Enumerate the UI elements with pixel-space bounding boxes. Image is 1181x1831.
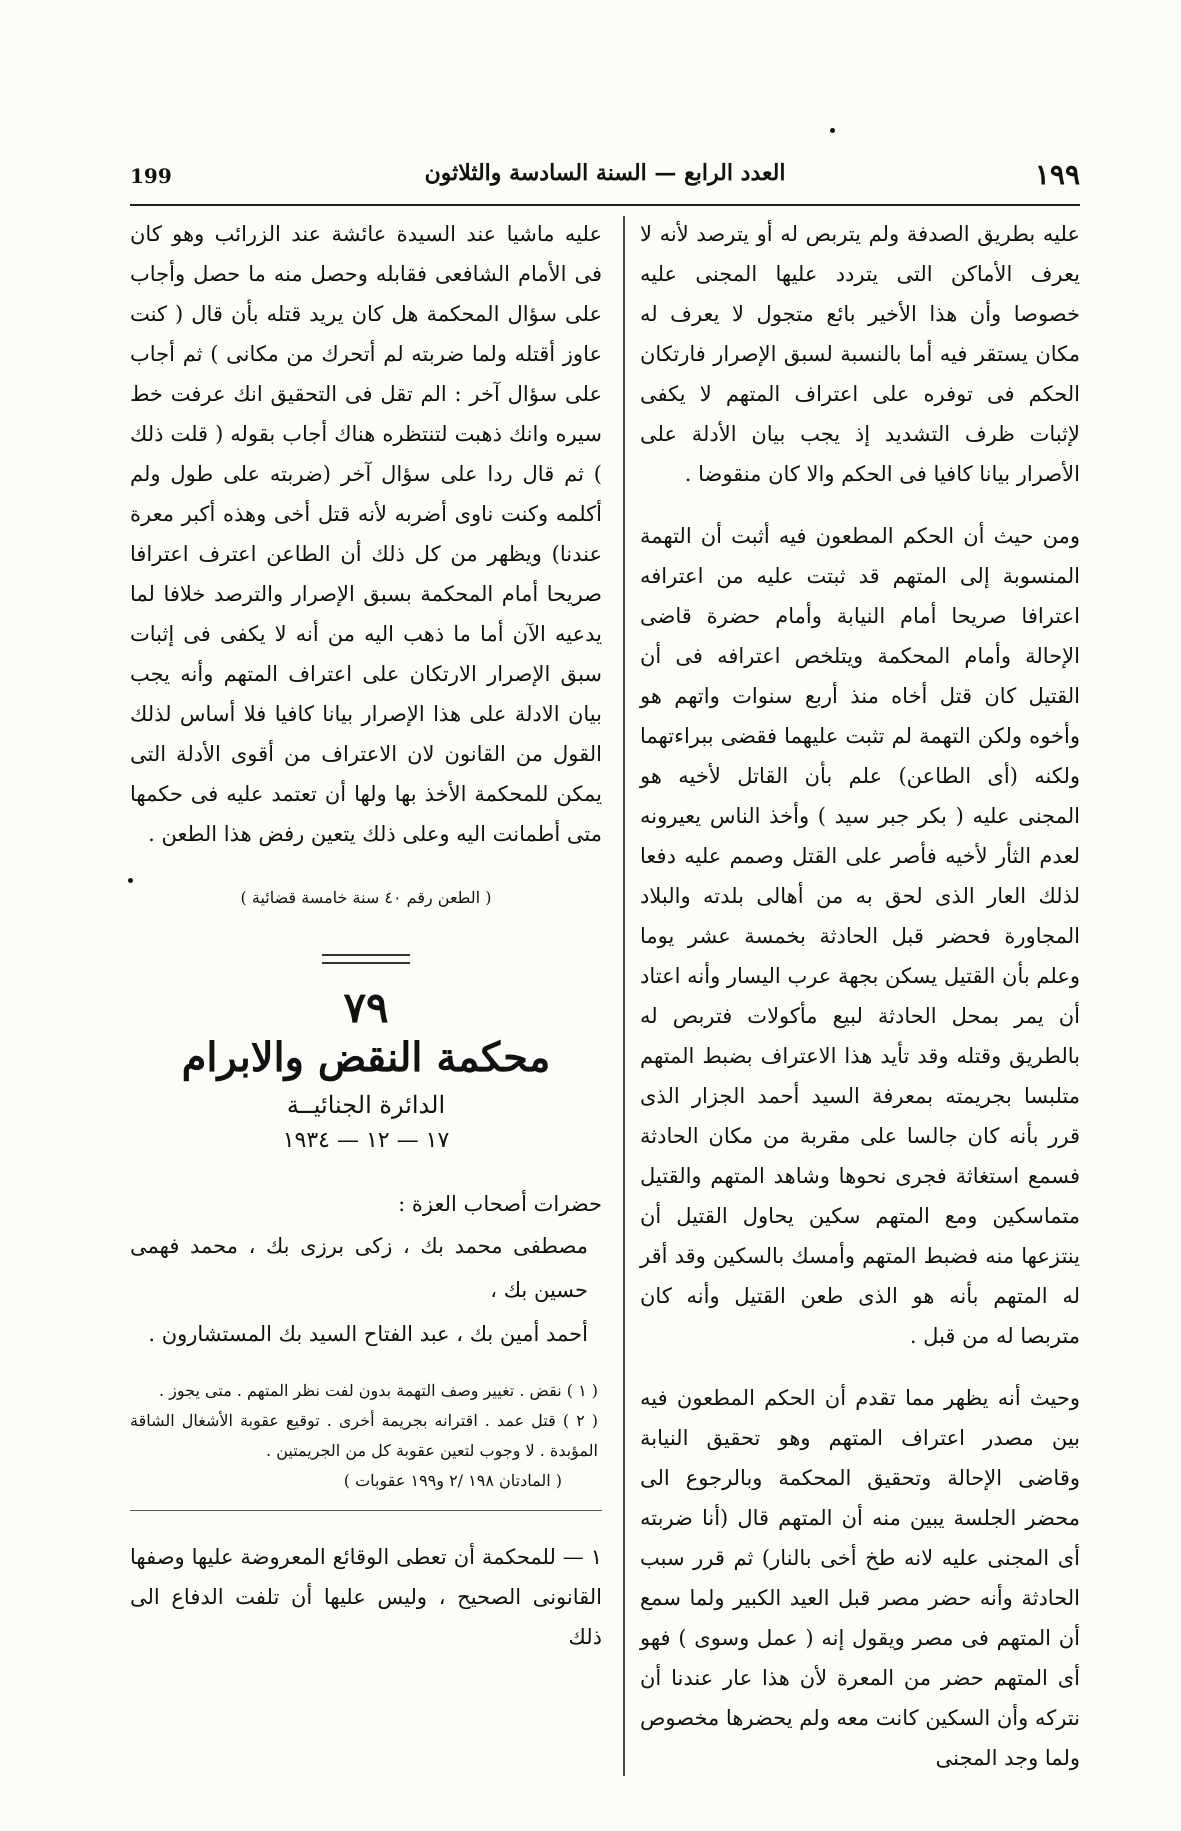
paragraph: وحيث أنه يظهر مما تقدم أن الحكم المطعون فيه بين مصدر اعتراف المتهم وهو تحقيق النيابة وقاضى الإحالة وتحقيق المحكمة وبالرجوع الى محضر الجلسة يبين منه أن المتهم قال (أنا ضربته أى المجنى عليه لانه طخ أخى بالنار) ثم قرر سبب الحادثة وأنه حضر مصر قبل العيد الكبير ولما سمع أن المتهم فى مصر ويقول إنه ( عمل وسوى ) فهو أى المتهم حضر من المعرة لأن هذا عار عندنا أن نتركه وأن السكين كانت معه ولم يحضرها مخصوص ولما وجد المجنى	[640, 1386, 1080, 1770]
page-header	[130, 158, 1080, 198]
court-circuit: الدائرة الجنائيــة	[286, 1091, 446, 1119]
court-name: محكمة النقض والابرام	[181, 1034, 551, 1081]
ruling-text: ١ — للمحكمة أن تعطى الوقائع المعروضة عليها وصفها القانونى الصحيح ، وليس عليها أن تلفت الدفاع الى ذلك	[130, 1545, 602, 1649]
header-rule	[130, 204, 1080, 206]
headnote: ( المادتان ١٩٨ /٢ و١٩٩ عقوبات )	[343, 1471, 562, 1490]
headnote: ( ٢ ) قتل عمد . اقترانه بجريمة أخرى . توقيع عقوبة الأشغال الشاقة المؤبدة . لا وجوب لتعين عقوبة كل من الجريمتين .	[130, 1411, 599, 1460]
paragraph: عليه بطريق الصدفة ولم يتربص له أو يترصد لأنه لا يعرف الأماكن التى يتردد عليها المجنى عليه خصوصا وأن هذا الأخير بائع متجول لا يعرف له مكان يستقر فيه أما بالنسبة لسبق الإصرار فارتكان الحكم فى توفره على اعتراف المتهم لا يكفى لإثبات ظرف التشديد إذ يجب بيان الأدلة على الأصرار بيانا كافيا فى الحكم والا كان منقوضا .	[640, 222, 1080, 486]
headnotes	[130, 1376, 602, 1496]
ruling-date: ١٧ — ١٢ — ١٩٣٤	[282, 1128, 450, 1153]
headnote-rule	[130, 1510, 602, 1511]
bench-label: حضرات أصحاب العزة :	[398, 1192, 602, 1216]
paragraph: ومن حيث أن الحكم المطعون فيه أثبت أن التهمة المنسوبة إلى المتهم قد ثبتت عليه من اعترافه اعترافا صريحا أمام النيابة وأمام حضرة قاضى الإحالة وأمام المحكمة ويتلخص اعترافه فى أن القتيل كان قتل أخاه منذ أربع سنوات واتهم هو وأخوه ولكن التهمة لم تثبت عليهما فقضى ببراءتهما ولكنه (أى الطاعن) علم بأن القاتل لأخيه هو المجنى عليه ( بكر جبر سيد ) وأخذ الناس يعيرونه لعدم الثأر لأخيه فأصر على القتل وصمم عليه دفعا لذلك العار الذى لحق به من أهالى بلدته والبلاد المجاورة فحضر قبل الحادثة بخمسة عشر يوما وعلم بأن القتيل يسكن بجهة عرب اليسار وأنه اعتاد أن يمر بمحل الحادثة لبيع مأكولات فتربص له بالطريق وقتله وقد تأيد هذا الاعتراف بضبط المتهم متلبسا بجريمته بمعرفة السيد أحمد الجزار الذى قرر بأنه كان جالسا على مقربة من مكان الحادثة فسمع استغاثة فجرى نحوها وشاهد المتهم والقتيل متماسكين ومع المتهم سكين يحاول القتيل أن ينتزعها منه فضبط المتهم وأمسك بالسكين وقد أقر له المتهم بأنه هو الذى طعن القتيل وأنه كان متربصا له من قبل .	[640, 524, 1080, 1348]
bench-line: أحمد أمين بك ، عبد الفتاح السيد بك المستشارون .	[148, 1322, 588, 1346]
bench-line: مصطفى محمد بك ، زكى برزى بك ، محمد فهمى حسين بك ،	[130, 1234, 588, 1302]
page-number-latin: 199	[130, 164, 172, 188]
left-column	[130, 214, 602, 1657]
print-speck	[830, 128, 835, 133]
right-column	[640, 214, 1080, 1778]
paragraph: عليه ماشيا عند السيدة عائشة عند الزرائب وهو كان فى الأمام الشافعى فقابله وحصل منه ما حصل وأجاب على سؤال المحكمة هل كان يريد قتله بأن قال ( كنت عاوز أقتله ولما ضربته لم أتحرك من مكانى ) ثم أجاب على سؤال آخر : الم تقل فى التحقيق انك عرفت خط سيره وانك ذهبت لتنتظره هناك أجاب بقوله ( قلت ذلك ) ثم قال ردا على سؤال آخر (ضربته على طول ولم أكلمه وكنت ناوى أضربه لأنه قتل أخى وهذه أكبر معرة عندنا) ويظهر من كل ذلك أن الطاعن اعترف اعترافا صريحا أمام المحكمة بسبق الإصرار والترصد خلافا لما يدعيه الآن أما ما ذهب اليه من أنه لا يكفى فى إثبات سبق الإصرار الارتكان على اعتراف المتهم وأنه يجب بيان الادلة على هذا الإصرار بيانا كافيا فلا أساس لذلك القول من القانون لان الاعتراف من أقوى الأدلة التى يمكن للمحكمة الأخذ بها ولها أن تعتمد عليه فى حكمها متى أطمانت اليه وعلى ذلك يتعين رفض هذا الطعن .	[130, 222, 602, 846]
case-citation: ( الطعن رقم ٤٠ سنة خامسة قضائية )	[240, 888, 492, 907]
headnote: ( ١ ) نقض . تغيير وصف التهمة بدون لفت نظر المتهم . متى يجوز .	[159, 1381, 598, 1400]
running-title: العدد الرابع — السنة السادسة والثلاثون	[424, 160, 786, 186]
section-divider	[322, 962, 410, 964]
case-number: ٧٩	[343, 983, 389, 1032]
section-divider	[322, 954, 410, 956]
column-divider	[623, 216, 625, 1776]
page-number-arabic: ١٩٩	[1034, 158, 1080, 191]
